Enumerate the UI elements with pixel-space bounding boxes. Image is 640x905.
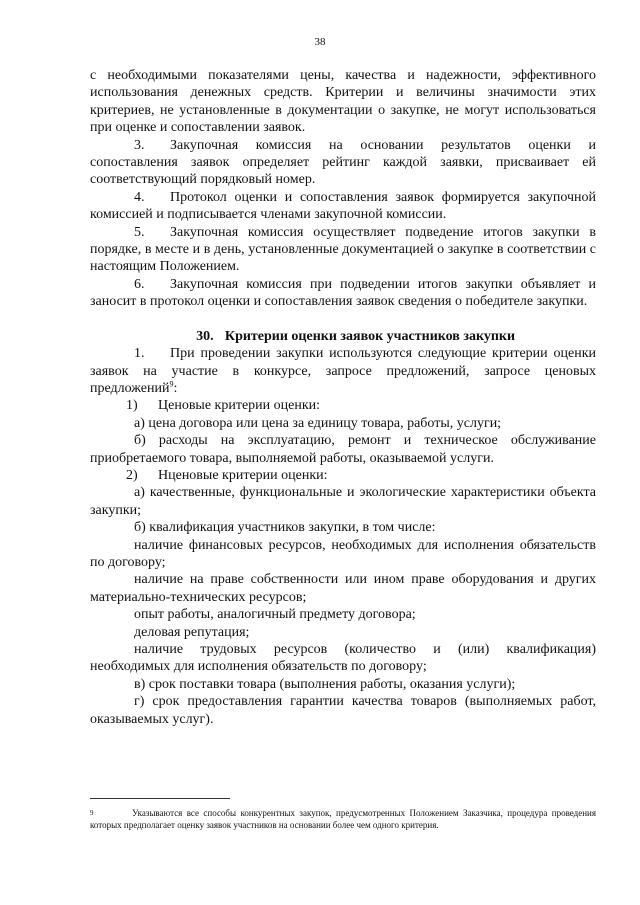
criteria-1-a: а) цена договора или цена за единицу товара, работы, услуги; [134, 415, 502, 431]
paragraph-6-number: 6. [134, 276, 145, 292]
section-paragraph-1 [90, 345, 596, 397]
criteria-1-b: б) расходы на эксплуатацию, ремонт и техническое обслуживание приобретаемого товара, выполняемой работы, оказываемой услуги. [90, 433, 596, 466]
paragraph-4 [90, 189, 596, 224]
qualification-item-5: наличие трудовых ресурсов (количество и (или) квалификация) необходимых для исполнения обязательств по договору; [90, 642, 596, 675]
footnote-reference[interactable]: 9 [169, 379, 174, 389]
qualification-item-4: деловая репутация; [134, 624, 250, 640]
paragraph-3 [90, 137, 596, 189]
criteria-2 [90, 467, 596, 484]
criteria-2-a: а) качественные, функциональные и экологические характеристики объекта закупки; [90, 485, 596, 518]
criteria-2-v: в) срок поставки товара (выполнения работы, оказания услуги); [134, 676, 516, 692]
section-title: Критерии оценки заявок участников закупки [224, 328, 516, 344]
section-paragraph-1-text: При проведении закупки используются следующие критерии оценки заявок на участие в конкурсе, запросе предложений, запросе ценовых предложений [90, 346, 596, 396]
footnote [90, 807, 596, 831]
criteria-2-text: Нценовые критерии оценки: [158, 467, 328, 483]
spacer [90, 311, 596, 328]
section-number: 30. [196, 328, 214, 344]
paragraph-5 [90, 224, 596, 276]
section-paragraph-1-tail: : [173, 380, 178, 396]
paragraph-3-text: Закупочная комиссия на основании результатов оценки и сопоставления заявок определяет рейтинг каждой заявки, присваивает ей соответствующий порядковый номер. [90, 137, 596, 188]
paragraph-6-text: Закупочная комиссия при подведении итогов закупки объявляет и заносит в протокол оценки и сопоставления заявок сведения о победителе закупки. [90, 276, 596, 310]
criteria-1 [90, 397, 596, 414]
qualification-item-1: наличие финансовых ресурсов, необходимых для исполнения обязательств по договору; [90, 537, 596, 570]
qualification-item-3: опыт работы, аналогичный предмету договора; [134, 607, 416, 623]
paragraph-6 [90, 276, 596, 311]
body-text [90, 67, 596, 728]
criteria-1-text: Ценовые критерии оценки: [158, 398, 321, 414]
paragraph-4-text: Протокол оценки и сопоставления заявок формируется закупочной комиссией и подписывается членами закупочной комиссии. [90, 189, 596, 223]
paragraph-3-number: 3. [134, 137, 145, 153]
qualification-item-2: наличие на праве собственности или ином праве оборудования и других материально-технических ресурсов; [90, 572, 596, 605]
section-heading [90, 328, 596, 345]
page-number: 38 [314, 36, 326, 48]
footnote-text: Указываются все способы конкурентных закупок, предусмотренных Положением Заказчика, процедура проведения которых предполагает оценку заявок участников на основании более чем одного критерия. [90, 808, 596, 830]
section-paragraph-1-number: 1. [134, 346, 145, 362]
criteria-2-number: 2) [126, 467, 138, 483]
paragraph-5-number: 5. [134, 224, 145, 240]
criteria-2-g: г) срок предоставления гарантии качества товаров (выполняемых работ, оказываемых услуг). [90, 694, 596, 727]
footnote-separator [90, 798, 230, 799]
paragraph-4-number: 4. [134, 189, 145, 205]
criteria-2-b: б) квалификация участников закупки, в том числе: [134, 520, 436, 536]
criteria-1-number: 1) [126, 398, 138, 414]
paragraph-continuation: с необходимыми показателями цены, качества и надежности, эффективного использования денежных средств. Критерии и величины значимости этих критериев, не установленные в документации о закупке, не могут использоваться при оценке и сопоставлении заявок. [90, 68, 596, 136]
footnote-mark: 9 [90, 809, 94, 817]
paragraph-5-text: Закупочная комиссия осуществляет подведение итогов закупки в порядке, в месте и в день, установленные документацией о закупке в соответствии с настоящим Положением. [90, 224, 596, 275]
